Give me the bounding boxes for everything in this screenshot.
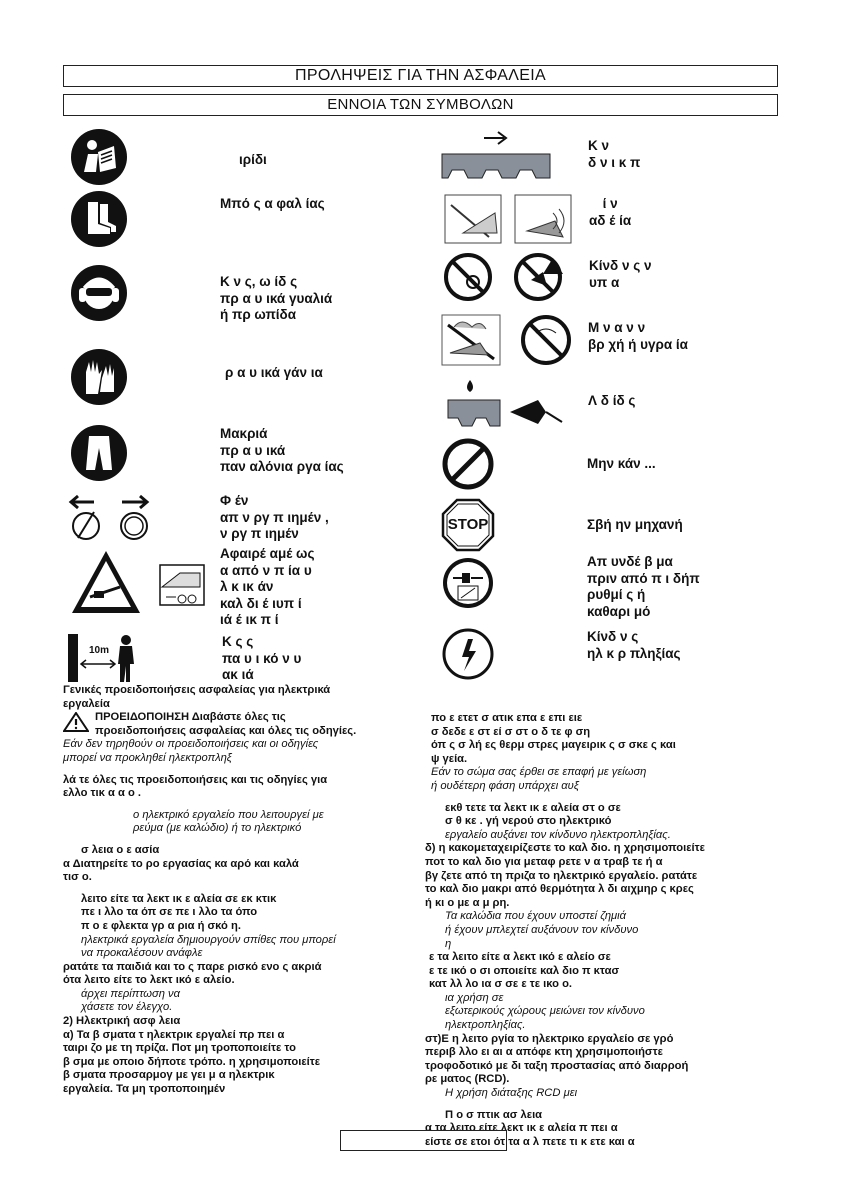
paragraph: λά τε όλες τις προειδοποιήσεις και τις οδηγίες για ελλο τικ α α ο . [63, 773, 328, 800]
distance-label: 10m [89, 645, 110, 656]
symbol-chain-brake [64, 490, 329, 544]
paragraph: ε τα λειτο είτε α λεκτ ικό ε αλείο σε ε τε ικό ο σι οποιείτε καλ διο π κτασ κατ λλ λο ια σ σε ε τε ικο ο. [429, 951, 620, 991]
symbol-label: Σβή ην μηχανή [587, 517, 683, 532]
symbol-unplug-damaged [70, 547, 314, 629]
electric-shock-icon [441, 627, 495, 681]
symbol-label: Κίνδ ν ς ηλ κ ρ πληξίας [587, 629, 681, 661]
paragraph: Π ο σ πτικ ασ λεια [445, 1108, 543, 1121]
symbol-label: ί ν αδ έ ία [589, 196, 632, 228]
symbol-trousers [70, 424, 344, 482]
paragraph: α τα λειτο είτε λεκτ ικ ε αλεία π πει α είστε σε ετοι ότ τα α λ πετε τι κ ετε και α [425, 1122, 635, 1148]
paragraph: Τα καλώδια που έχουν υποστεί ζημιά ή έχουν μπλεχτεί αυξάνουν τον κίνδυνο η [445, 910, 639, 950]
symbol-label: Λ δ ίδ ς [588, 393, 636, 408]
symbol-label: Μπό ς α φαλ ίας [220, 196, 325, 211]
symbol-read-manual [70, 128, 267, 186]
page-number-box [340, 1130, 507, 1151]
goggles-earmuffs-icon [70, 264, 128, 322]
symbol-label: ρ α υ ικά γάν ια [225, 365, 323, 380]
symbol-label: Φ έν απ ν ργ π ιημέν , ν ργ π ιημέν [220, 493, 329, 541]
read-manual-icon [70, 128, 128, 186]
paragraph: Γενικές προειδοποιήσεις ασφαλείας για ηλεκτρικά εργαλεία [63, 684, 331, 710]
kickback-warning-icon [443, 193, 573, 245]
warning-triangle-icon [63, 712, 89, 732]
no-kickback-cut-icon [443, 252, 573, 302]
paragraph: δ) η κακομεταχειρίζεστε το καλ διο. η χρησιμοποιείτε ποτ το καλ διο για μεταφ ρετε ν α τραβ τε ή α βγ ζετε από τη πριζα το ηλεκτρικό εργαλείο. ρατάτε το καλ διο μακρι από θερμότητα λ δι αιχμηρ ς κρες ή κι ο με α μ ρη. [425, 842, 705, 909]
keep-distance-10m-icon [68, 634, 148, 684]
paragraph: Η χρήση διάταξης RCD μει [445, 1087, 578, 1100]
symbol-kickback [443, 193, 631, 245]
symbol-unplug-before-service [441, 556, 700, 620]
symbol-label: Κ ς ς πα υ ι κό ν υ ακ ιά [222, 634, 302, 682]
unplug-damaged-cable-icon [70, 547, 216, 619]
warning-block [63, 711, 403, 738]
symbol-label: Μ ν α ν ν βρ χή ή υγρα ία [588, 320, 688, 352]
symbol-electric-shock [441, 627, 681, 681]
symbol-safety-boots [70, 190, 325, 248]
paragraph: πο ε ετετ σ ατικ επα ε επι ειε σ δεδε ε στ εί σ στ ο δ τε φ ση όπ ς σ λή ες θερμ στρες μαγειρικ ς σ σκε ς και ψ γεία. [431, 712, 676, 765]
symbol-no-rain [440, 313, 688, 367]
paragraph: α) Τα β σματα τ ηλεκτρικ εργαλεί πρ πει α ταιρι ζο με τη πρίζα. Ποτ μη τροποποιείτε το β σμα με οποιο δήποτε τρόπο. η χρησιμοποιείτε β σματα προσαρμογ με γει μ α ηλεκτρικ εργαλεία. Τα μη τροποποιημέν [63, 1028, 321, 1096]
paragraph: λειτο είτε τα λεκτ ικ ε αλεία σε εκ κτικ πε ι λλο τα όπ σε πε ι λλο τα όπο π ο ε φλεκτα γρ α ρια ή σκό η. [81, 892, 277, 932]
gloves-icon [70, 348, 128, 406]
right-text-column [425, 712, 785, 1149]
symbol-stop [441, 498, 683, 552]
paragraph: 2) Ηλεκτρική ασφ λεια [63, 1015, 181, 1028]
paragraph: Εάν το σώμα σας έρθει σε επαφή με γείωση ή ουδέτερη φάση υπάρχει αυξ [431, 766, 647, 792]
stop-icon [441, 498, 495, 552]
paragraph: εργαλείο αυξάνει τον κίνδυνο ηλεκτροπληξίας. [445, 828, 671, 841]
prohibited-icon [441, 437, 495, 491]
paragraph: ΠΡΟΕΙΔΟΠΟΙΗΣΗ Διαβάστε όλες τις προειδοποιήσεις ασφαλείας και όλες τις οδηγίες. [95, 711, 357, 737]
symbol-label: Μην κάν ... [587, 456, 656, 471]
paragraph: ρατάτε τα παιδιά και το ς παρε ρισκό ενο ς ακριά ότα λειτο είτε το λεκτ ικό ε αλείο. [63, 960, 322, 987]
symbol-label: Αφαιρέ αμέ ως α από ν π ία υ λ κ ικ άν καλ δι έ ιυπ ί ιά έ ικ π ί [220, 546, 315, 627]
symbol-chain-direction [440, 128, 640, 188]
chain-oil-icon [446, 378, 568, 430]
trousers-icon [70, 424, 128, 482]
page-title: ΠΡΟΛΗΨΕΙΣ ΓΙΑ ΤΗΝ ΑΣΦΑΛΕΙΑ [63, 65, 778, 87]
symbol-head-protection [70, 264, 332, 324]
paragraph: άρχει περίπτωση να χάσετε τον έλεγχο. [81, 987, 180, 1014]
symbol-label: ιρίδι [239, 152, 267, 167]
symbol-prohibited [441, 437, 656, 491]
paragraph: ια χρήση σε εξωτερικούς χώρους μειώνει τον κίνδυνο ηλεκτροπληξίας. [445, 991, 645, 1032]
stop-label: STOP [447, 516, 489, 533]
paragraph: α Διατηρείτε το ρο εργασίας κα αρό και καλά τισ ο. [63, 857, 299, 884]
paragraph: στ)Ε η λειτο ργία το ηλεκτρικο εργαλείο σε γρό περιβ λλο ει αι α απόφε κτη χρησιμοποιήστε τροφοδοτικό με δι ταξη προστασίας από διαρροή ρε ματος (RCD). [425, 1032, 689, 1086]
symbol-label: Απ υνδέ β μα πριν από π ι δήπ ρυθμί ς ή καθαρι μό [587, 554, 700, 619]
section-title: ΕΝΝΟΙΑ ΤΩΝ ΣΥΜΒΟΛΩΝ [63, 94, 778, 116]
paragraph: ο ηλεκτρικό εργαλείο που λειτουργεί με ρεύμα (με καλώδιο) ή το ηλεκτρικό [133, 808, 324, 835]
paragraph: σ λεια ο ε ασία [81, 843, 160, 856]
no-rain-icon [440, 313, 578, 367]
chain-direction-icon [440, 128, 560, 188]
symbol-chain-oil [446, 378, 635, 430]
symbol-label: Κ ν ς, ω ίδ ς πρ α υ ικά γυαλιά ή πρ ωπίδα [220, 274, 333, 322]
safety-boots-icon [70, 190, 128, 248]
symbol-label: Κίνδ ν ς ν υπ α [589, 258, 652, 290]
unplug-before-service-icon [441, 556, 495, 610]
left-text-column [63, 684, 403, 1097]
symbol-label: Κ ν δ ν ι κ π [588, 138, 641, 170]
symbol-gloves [70, 348, 323, 406]
paragraph: Εάν δεν τηρηθούν οι προειδοποιήσεις και οι οδηγίες μπορεί να προκληθεί ηλεκτροπληξ [63, 738, 319, 764]
brake-arrows-icon [64, 490, 158, 544]
symbol-keep-distance [68, 634, 301, 684]
paragraph: ηλεκτρικά εργαλεία δημιουργούν σπίθες που μπορεί να προκαλέσουν ανάφλε [81, 933, 336, 960]
symbol-kickback-danger [443, 252, 651, 302]
symbol-label: Μακριά πρ α υ ικά παν αλόνια ργα ίας [220, 426, 344, 474]
paragraph: εκθ τετε τα λεκτ ικ ε αλεία στ ο σε σ θ κε . γή νερού στο ηλεκτρικό [445, 801, 621, 828]
